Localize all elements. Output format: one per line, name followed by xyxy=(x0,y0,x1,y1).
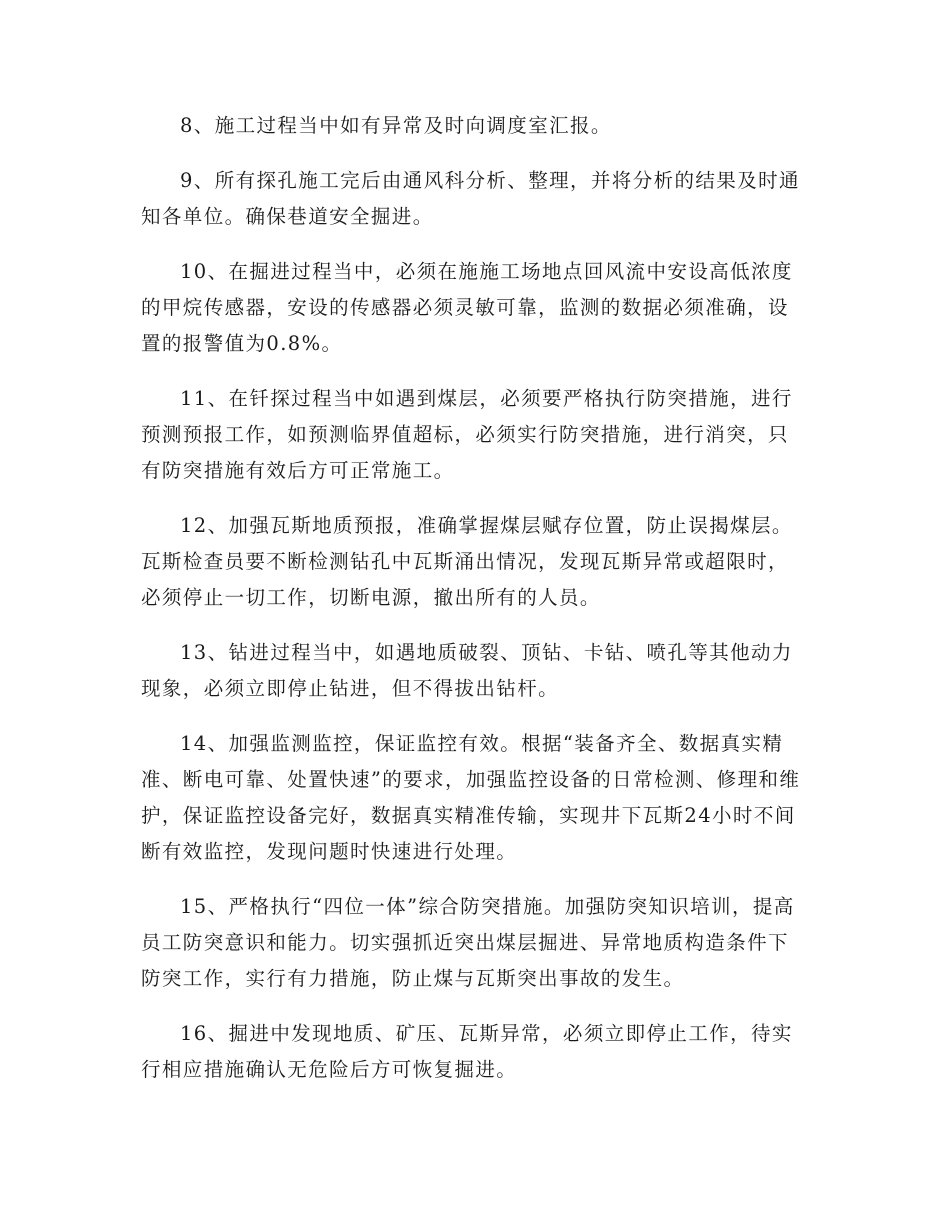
document-body xyxy=(141,108,806,1107)
paragraph-item-11: 11、在钎探过程当中如遇到煤层，必须要严格执行防突措施，进行预测预报工作，如预测临界值超标，必须实行防突措施，进行消突，只有防突措施有效后方可正常施工。 xyxy=(141,387,793,482)
paragraph-item-15: 15、严格执行“四位一体”综合防突措施。加强防突知识培训，提高员工防突意识和能力。切实强抓近突出煤层掘进、异常地质构造条件下防突工作，实行有力措施，防止煤与瓦斯突出事故的发生。 xyxy=(141,895,795,990)
paragraph-item-12: 12、加强瓦斯地质预报，准确掌握煤层赋存位置，防止误揭煤层。瓦斯检查员要不断检测钻孔中瓦斯涌出情况，发现瓦斯异常或超限时，必须停止一切工作，切断电源，撤出所有的人员。 xyxy=(141,514,793,609)
paragraph-item-13: 13、钻进过程当中，如遇地质破裂、顶钻、卡钻、喷孔等其他动力现象，必须立即停止钻进，但不得拔出钻杆。 xyxy=(141,641,793,700)
paragraph-item-14: 14、加强监测监控，保证监控有效。根据“装备齐全、数据真实精准、断电可靠、处置快速”的要求，加强监控设备的日常检测、修理和维护，保证监控设备完好，数据真实精准传输，实现井下瓦斯24小时不间断有效监控，发现问题时快速进行处理。 xyxy=(141,732,801,863)
paragraph-item-9: 9、所有探孔施工完后由通风科分析、整理，并将分析的结果及时通知各单位。确保巷道安全掘进。 xyxy=(141,169,800,228)
paragraph-item-16: 16、掘进中发现地质、矿压、瓦斯异常，必须立即停止工作，待实行相应措施确认无危险后方可恢复掘进。 xyxy=(141,1022,793,1081)
paragraph-item-10: 10、在掘进过程当中，必须在施施工场地点回风流中安设高低浓度的甲烷传感器，安设的传感器必须灵敏可靠，监测的数据必须准确，设置的报警值为0.8%。 xyxy=(141,260,793,355)
paragraph-item-8: 8、施工过程当中如有异常及时向调度室汇报。 xyxy=(180,114,612,137)
